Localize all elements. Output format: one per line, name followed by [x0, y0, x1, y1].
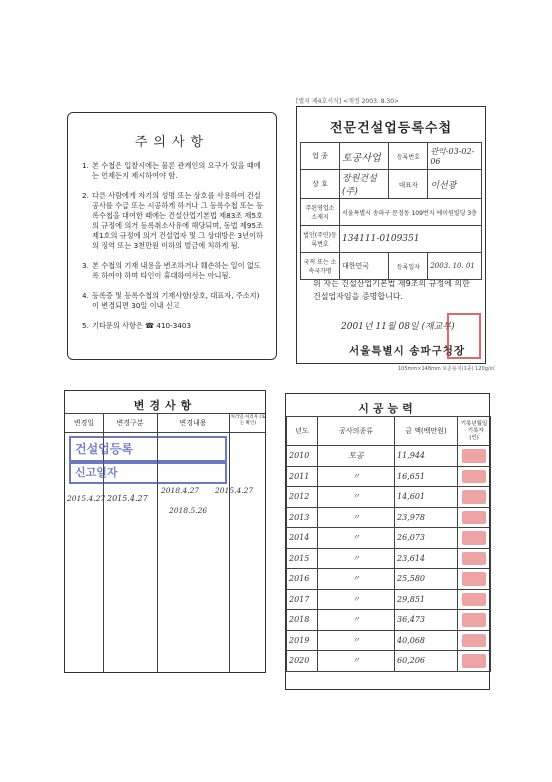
table-row — [287, 487, 491, 508]
corp-reg-no: 134111-0109351 — [340, 226, 482, 253]
cell-year: 2020 — [287, 651, 318, 672]
cert-issuer: 서울특별시 송파구청장 — [349, 345, 466, 357]
cell-type: 〃 — [318, 548, 395, 569]
col-header: 공사의종류 — [318, 417, 395, 446]
nationality: 대한민국 — [340, 253, 389, 280]
capacity-body — [287, 446, 491, 672]
cell-year: 2013 — [287, 507, 318, 528]
notes-item-num: 2. — [82, 191, 89, 200]
cell-amount: 14,601 — [395, 487, 458, 508]
cert-issue-date: 2001년 11월 08일 (재교부) — [341, 322, 455, 332]
cell-type: 〃 — [318, 528, 395, 549]
cell-stamp — [458, 446, 491, 467]
capacity-card — [285, 393, 490, 690]
cell-type: 토공 — [318, 446, 395, 467]
col-header: 기록년월일· 기록자(인) — [458, 417, 491, 446]
recorder-seal — [462, 552, 486, 566]
cell-amount: 36,473 — [395, 610, 458, 631]
table-row — [287, 466, 491, 487]
notes-item-num: 3. — [82, 261, 89, 270]
recorder-seal — [462, 654, 486, 668]
change-type: 2015.4.27 — [107, 494, 148, 503]
capacity-table — [286, 416, 491, 672]
cell-year: 2017 — [287, 589, 318, 610]
table-row — [287, 548, 491, 569]
recorder-seal — [462, 511, 486, 525]
label-reg-date: 등록일자 — [389, 253, 428, 280]
recorder-seal — [462, 613, 486, 627]
reg-date: 2003. 10. 01 — [428, 253, 482, 280]
cell-type: 〃 — [318, 610, 395, 631]
recorder-seal — [462, 490, 486, 504]
address: 서울특별시 송파구 문정동 109번지 에이원빌딩 3층 — [340, 199, 482, 226]
cell-type: 〃 — [318, 466, 395, 487]
cell-stamp — [458, 569, 491, 590]
cell-year: 2012 — [287, 487, 318, 508]
label-corp-no: 법인(주민)등록번호 — [301, 226, 340, 253]
col-header: 금 액(백만원) — [395, 417, 458, 446]
col-header: 처리일·처리자 (또는 확인) — [230, 415, 266, 426]
cell-amount: 23,614 — [395, 548, 458, 569]
col-header: 변경내용 — [179, 419, 207, 427]
cell-stamp — [458, 651, 491, 672]
cell-amount: 25,580 — [395, 569, 458, 590]
label-nationality: 국적 또는 소속국가명 — [301, 253, 340, 280]
table-row — [287, 651, 491, 672]
cell-stamp — [458, 589, 491, 610]
changes-table — [65, 413, 265, 672]
representative: 이선광 — [428, 170, 482, 199]
capacity-title: 시공능력 — [358, 402, 417, 415]
cell-year: 2015 — [287, 548, 318, 569]
cell-year: 2019 — [287, 630, 318, 651]
change-content: 2018.4.27 — [161, 486, 200, 495]
report-date-stamp: 신고일자 — [69, 462, 227, 484]
notes-item — [82, 321, 266, 331]
cell-amount: 11,944 — [395, 446, 458, 467]
table-row — [287, 610, 491, 631]
capacity-header-row — [287, 417, 491, 446]
notes-item-text: 다른 사람에게 자기의 성명 또는 상호를 사용하여 건설공사를 수급 또는 시공하게 하거나 그 등록수첩 또는 등록수첩을 대여한 때에는 건설산업기본법 제83조 제5호의 규정에 의거 등록취소사유에 해당되며, 동법 제95조 제1호의 규정에 의거 건설업자 및 그 상대방은 3년이하의 징역 또는 3천만원 이하의 벌금에 처하게 됨. — [92, 191, 264, 250]
cell-type: 〃 — [318, 569, 395, 590]
cell-stamp — [458, 610, 491, 631]
cell-type: 〃 — [318, 630, 395, 651]
cell-amount: 16,651 — [395, 466, 458, 487]
cell-amount: 26,073 — [395, 528, 458, 549]
recorder-seal — [462, 634, 486, 648]
label-company: 상 호 — [301, 170, 340, 199]
recorder-seal — [462, 572, 486, 586]
col-header: 변경구분 — [116, 419, 144, 427]
table-row — [287, 528, 491, 549]
table-row — [287, 630, 491, 651]
cert-form-header: [별지 제4호서식] <개정 2003. 8.30> — [296, 98, 400, 105]
notes-item — [82, 161, 266, 181]
notes-item-text: 기타문의 사항은 ☎ 410-3403 — [92, 321, 192, 330]
label-address: 주된영업소 소재지 — [301, 199, 340, 226]
cell-year: 2018 — [287, 610, 318, 631]
cert-table — [300, 142, 482, 280]
cert-statement: 위 자는 건설산업기본법 제9조의 규정에 의한 건설업자임을 증명합니다. — [313, 279, 470, 301]
cell-stamp — [458, 507, 491, 528]
cell-stamp — [458, 630, 491, 651]
changes-card — [64, 390, 266, 673]
cert-title: 전문건설업등록수첩 — [329, 121, 453, 136]
table-row — [287, 589, 491, 610]
cell-stamp — [458, 548, 491, 569]
table-row — [287, 507, 491, 528]
recorder-seal — [462, 593, 486, 607]
cell-year: 2010 — [287, 446, 318, 467]
cell-amount: 29,851 — [395, 589, 458, 610]
cell-type: 〃 — [318, 507, 395, 528]
cell-year: 2016 — [287, 569, 318, 590]
notes-list — [82, 161, 266, 341]
col-header: 년도 — [287, 417, 318, 446]
change-date: 2015.4.27 — [67, 494, 106, 503]
label-reg-no: 등록번호 — [389, 143, 428, 170]
cell-type: 〃 — [318, 651, 395, 672]
changes-header-row — [65, 414, 265, 433]
recorder-seal — [462, 531, 486, 545]
changes-title: 변경사항 — [133, 399, 197, 412]
company-name: 장원건설(주) — [340, 170, 389, 199]
official-seal — [447, 313, 481, 359]
table-row — [287, 446, 491, 467]
notes-item-num: 1. — [82, 161, 89, 170]
reg-no: 관악-03-02-06 — [428, 143, 482, 170]
col-header: 변경일 — [73, 419, 95, 427]
certificate-card — [296, 106, 486, 364]
cell-stamp — [458, 466, 491, 487]
notes-item-text: 본 수첩은 입찰시에는 물론 관계인의 요구가 있을 때에는 언제든지 제시하여야 함. — [92, 161, 261, 180]
notes-card — [67, 112, 277, 360]
label-rep: 대표자 — [389, 170, 428, 199]
cell-type: 〃 — [318, 487, 395, 508]
cert-footer: 105mm×148mm 보존용지(1종) 120g/㎡ — [398, 366, 495, 372]
notes-item-text: 본 수첩의 기재 내용을 변조하거나 훼손하는 일이 없도록 하여야 하며 타인이 휴대하여서는 아니됨. — [92, 261, 261, 280]
cell-amount: 40,068 — [395, 630, 458, 651]
notes-item-num: 5. — [82, 321, 89, 330]
business-type: 토공사업 — [340, 143, 389, 170]
cell-amount: 60,206 — [395, 651, 458, 672]
notes-item — [82, 261, 266, 281]
recorder-seal — [462, 449, 486, 463]
notes-title: 주의사항 — [134, 135, 210, 150]
recorder-seal — [462, 470, 486, 484]
notes-item-num: 4. — [82, 291, 89, 300]
cell-year: 2011 — [287, 466, 318, 487]
change-content: 2018.5.26 — [169, 506, 208, 515]
cell-stamp — [458, 528, 491, 549]
cell-type: 〃 — [318, 589, 395, 610]
cell-amount: 23,978 — [395, 507, 458, 528]
cell-stamp — [458, 487, 491, 508]
change-content: 2015.4.27 — [215, 486, 254, 495]
cell-year: 2014 — [287, 528, 318, 549]
notes-item-text: 등록증 및 등록수첩의 기재사항(상호, 대표자, 주소지)이 변경되면 30일 이내 신고 — [92, 291, 260, 310]
label-business-type: 업 종 — [301, 143, 340, 170]
table-row — [287, 569, 491, 590]
notes-item — [82, 291, 266, 311]
notes-item — [82, 191, 266, 251]
col-divider — [229, 414, 230, 672]
registration-stamp: 건설업등록 — [69, 436, 227, 462]
